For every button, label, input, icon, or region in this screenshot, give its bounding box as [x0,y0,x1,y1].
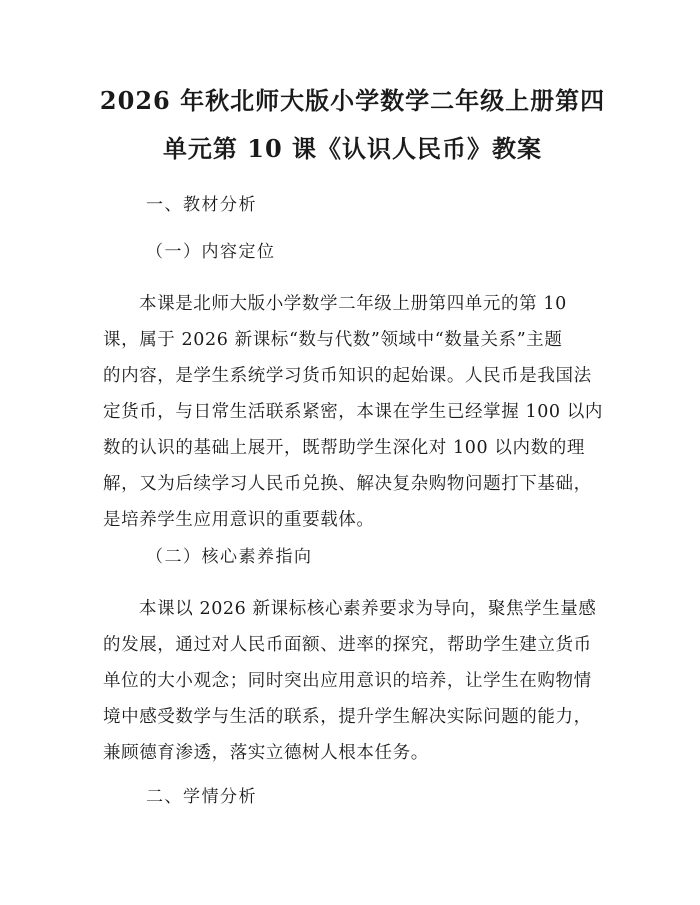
document-title-line-1: 2026 年秋北师大版小学数学二年级上册第四 [99,86,606,115]
section-heading-textbook-analysis: 一、教材分析 [146,195,257,215]
document-title-line-2: 单元第 10 课《认识人民币》教案 [162,134,543,163]
section-heading-learning-analysis: 二、学情分析 [146,787,257,807]
paragraph-line: 本课以 2026 新课标核心素养要求为导向，聚焦学生量感 [139,599,597,619]
paragraph-line: 数的认识的基础上展开，既帮助学生深化对 100 以内数的理 [103,438,585,458]
paragraph-content-positioning [103,286,603,538]
paragraph-line: 的内容，是学生系统学习货币知识的起始课。人民币是我国法 [103,366,592,386]
paragraph-line: 的发展，通过对人民币面额、进率的探究，帮助学生建立货币 [103,635,592,655]
paragraph-line: 境中感受数学与生活的联系，提升学生解决实际问题的能力， [103,707,592,727]
paragraph-line: 兼顾德育渗透，落实立德树人根本任务。 [103,743,429,763]
paragraph-line: 课，属于 2026 新课标“数与代数”领域中“数量关系”主题 [103,330,563,350]
paragraph-core-literacy [103,591,603,771]
paragraph-line: 本课是北师大版小学数学二年级上册第四单元的第 10 [139,294,567,314]
paragraph-line: 定货币，与日常生活联系紧密，本课在学生已经掌握 100 以内 [103,402,604,422]
paragraph-line: 是培养学生应用意识的重要载体。 [103,510,375,530]
subsection-heading-core-literacy: （二）核心素养指向 [146,547,313,567]
paragraph-line: 单位的大小观念；同时突出应用意识的培养，让学生在购物情 [103,671,592,691]
subsection-heading-content-positioning: （一）内容定位 [146,242,276,262]
paragraph-line: 解，又为后续学习人民币兑换、解决复杂购物问题打下基础， [103,474,592,494]
